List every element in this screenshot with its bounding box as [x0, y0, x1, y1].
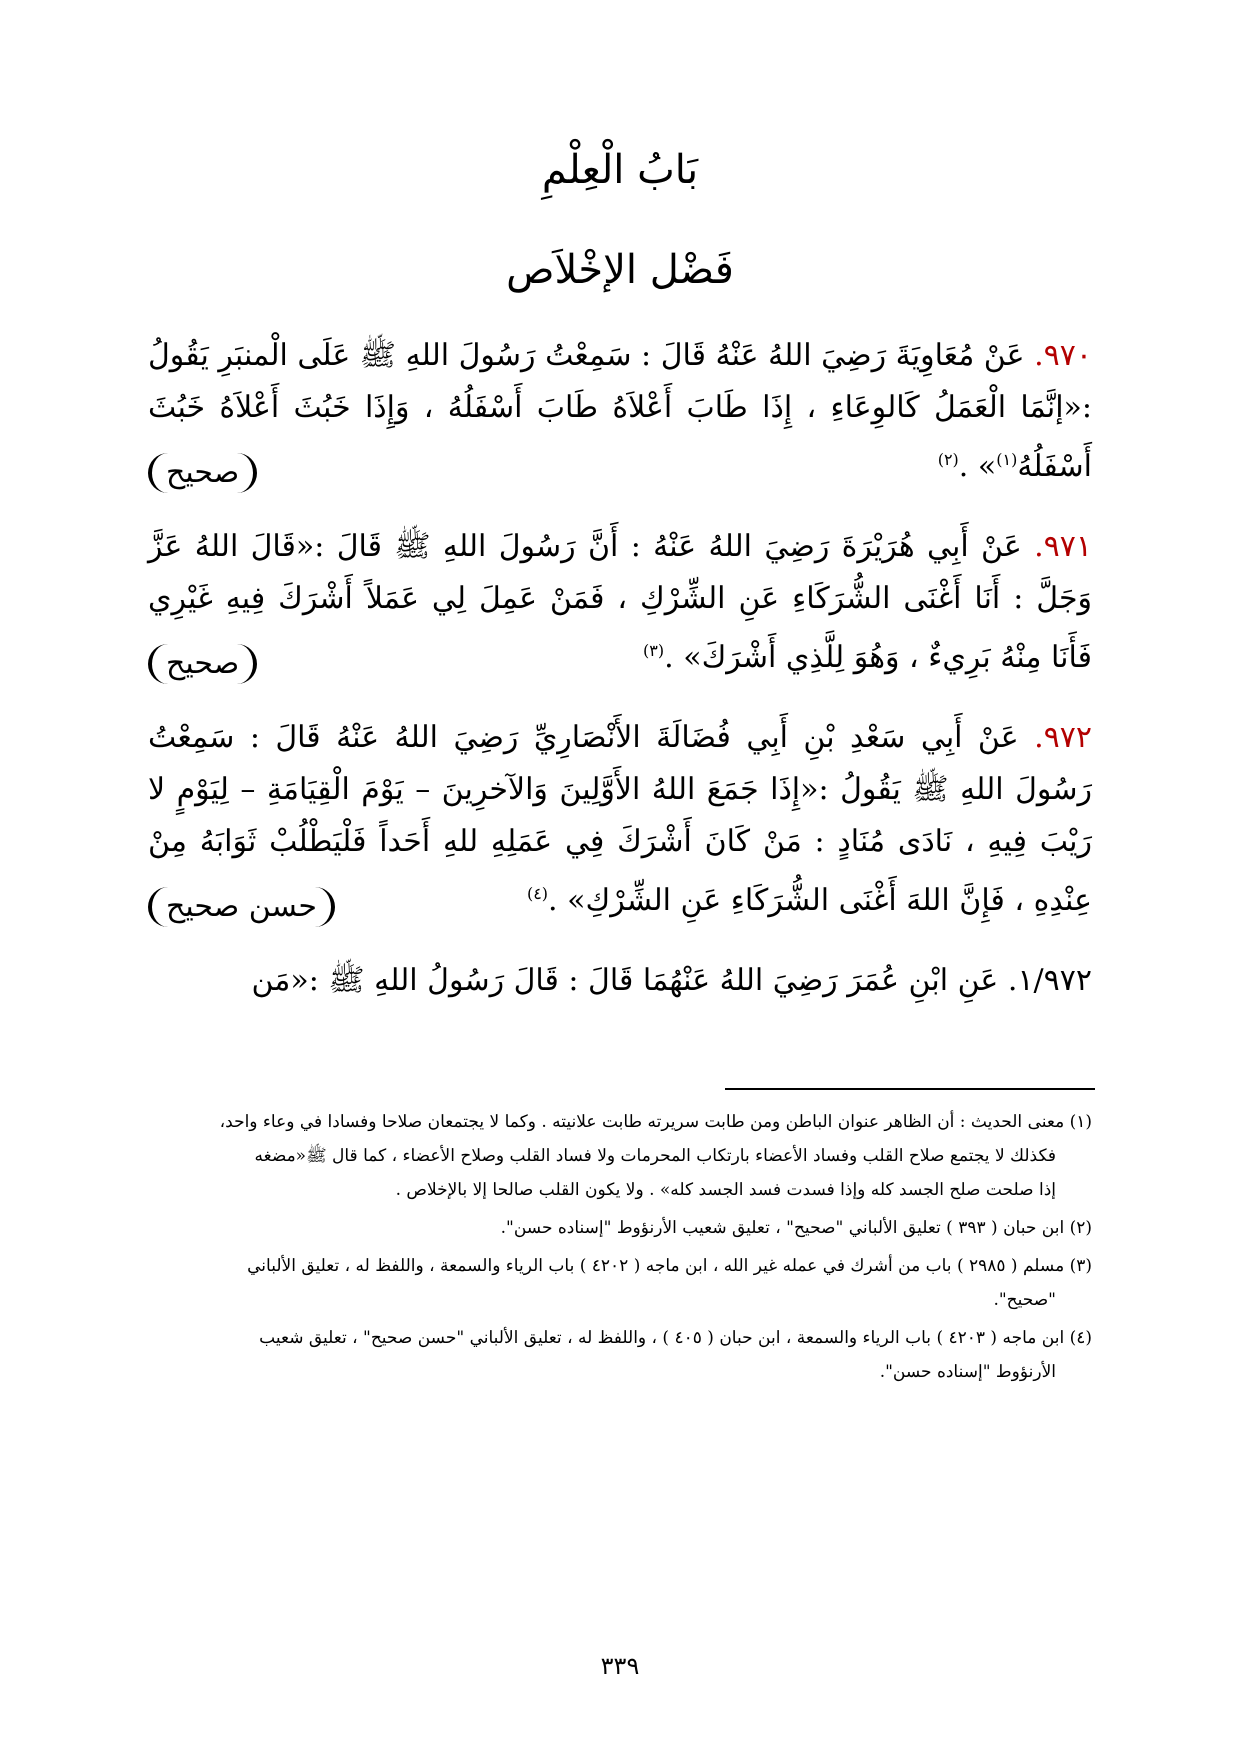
footnote-ref[interactable]: (٣) [643, 641, 665, 660]
hadith-text: عَنْ مُعَاوِيَةَ رَضِيَ اللهُ عَنْهُ قَالَ : سَمِعْتُ رَسُولَ اللهِ ﷺ عَلَى الْمنبَرِ يَقُولُ :«إنَّمَا الْعَمَلُ كَالوِعَاءِ ، إِذَا طَابَ أَعْلاَهُ طَابَ أَسْفَلُهُ ، وَإِذَا خَبُثَ أَعْلاَهُ خَبُثَ أَسْفَلُهُ [148, 338, 1092, 484]
grade-badge: حسن صحيح [148, 887, 335, 927]
footnote-text: ابن حبان ( ٣٩٣ ) تعليق الألباني "صحيح" ، تعليق شعيب الأرنؤوط "إسناده حسن". [500, 1218, 1065, 1238]
footnote-divider [725, 1088, 1095, 1090]
hadith-970 [148, 330, 1092, 493]
footnote-1 [148, 1105, 1092, 1207]
footnote-3 [148, 1249, 1092, 1317]
footnote-text: إذا صلحت صلح الجسد كله وإذا فسدت فسد الجسد كله» . ولا يكون القلب صالحا إلا بالإخلاص . [395, 1180, 1056, 1200]
footnote-text: ابن ماجه ( ٤٢٠٣ ) باب الرياء والسمعة ، ابن حبان ( ٤٠٥ ) ، واللفظ له ، تعليق الألباني "حسن صحيح" ، تعليق شعيب [259, 1328, 1065, 1348]
hadith-972-1 [148, 955, 1092, 1007]
footnote-marker: (١) [1069, 1112, 1092, 1132]
footnote-ref[interactable]: (٤) [526, 884, 549, 903]
footnote-marker: (٣) [1069, 1256, 1092, 1276]
footnotes [148, 1105, 1092, 1393]
footnote-text: فكذلك لا يجتمع صلاح القلب وفساد الأعضاء بارتكاب المحرمات ولا فساد القلب وصلاح الأعضاء ، كما قال ﷺ«مضغه [254, 1146, 1056, 1166]
grade-badge: صحيح [148, 644, 257, 684]
footnote-marker: (٢) [1069, 1218, 1092, 1238]
footnote-text: الأرنؤوط "إسناده حسن". [879, 1362, 1056, 1382]
chapter-title: بَابُ الْعِلْمِ [541, 147, 699, 193]
page-header [0, 140, 1240, 300]
footnote-text: "صحيح". [993, 1290, 1056, 1310]
footnote-text: معنى الحديث : أن الظاهر عنوان الباطن ومن طابت سريرته طابت علانيته . وكما لا يجتمعان صلاحا وفسادا في وعاء واحد، [219, 1112, 1065, 1132]
section-title: فَضْل الإخْلاَص [506, 247, 734, 293]
hadith-number: ١/٩٧٢. [1007, 963, 1092, 998]
hadith-list [148, 330, 1092, 1035]
hadith-972 [148, 712, 1092, 927]
footnote-ref[interactable]: (١) [996, 450, 1018, 469]
footnote-4 [148, 1321, 1092, 1389]
footnote-text: مسلم ( ٢٩٨٥ ) باب من أشرك في عمله غير الله ، ابن ماجه ( ٤٢٠٢ ) باب الرياء والسمعة ، واللفظ له ، تعليق الألباني [247, 1256, 1065, 1276]
hadith-text: عَنْ أَبِي هُرَيْرَةَ رَضِيَ اللهُ عَنْهُ : أَنَّ رَسُولَ اللهِ ﷺ قَالَ :«قَالَ اللهُ عَزَّ وَجَلَّ : أَنَا أَغْنَى الشُّرَكَاءِ عَنِ الشِّرْكِ ، فَمَنْ عَمِلَ لِي عَمَلاً أَشْرَكَ فِيهِ غَيْرِي فَأَنَا مِنْهُ بَرِيءٌ ، وَهُوَ لِلَّذِي أَشْرَكَ» . [148, 529, 1092, 675]
hadith-number: ٩٧٢. [1034, 720, 1092, 755]
hadith-text: عَنِ ابْنِ عُمَرَ رَضِيَ اللهُ عَنْهُمَا قَالَ : قَالَ رَسُولُ اللهِ ﷺ :«مَن [251, 963, 999, 998]
hadith-number: ٩٧٠. [1034, 338, 1092, 373]
grade-badge: صحيح [148, 453, 257, 493]
footnote-marker: (٤) [1069, 1328, 1092, 1348]
hadith-text: عَنْ أَبِي سَعْدِ بْنِ أَبِي فُضَالَةَ الأَنْصَارِيِّ رَضِيَ اللهُ عَنْهُ قَالَ : سَمِعْتُ رَسُولَ اللهِ ﷺ يَقُولُ :«إِذَا جَمَعَ اللهُ الأَوَّلِينَ وَالآخرِينَ – يَوْمَ الْقِيَامَةِ – لِيَوْمٍ لا رَيْبَ فِيهِ ، نَادَى مُنَادٍ : مَنْ كَانَ أَشْرَكَ فِي عَمَلِهِ للهِ أَحَداً فَلْيَطْلُبْ ثَوَابَهُ مِنْ عِنْدِهِ ، فَإِنَّ اللهَ أَغْنَى الشُّرَكَاءِ عَنِ الشِّرْكِ» . [148, 720, 1092, 918]
hadith-number: ٩٧١. [1034, 529, 1092, 564]
footnote-2 [148, 1211, 1092, 1245]
page-number: ٣٣٩ [600, 1652, 640, 1680]
hadith-closing: » . [958, 449, 997, 484]
footnote-ref[interactable]: (٢) [937, 450, 959, 469]
hadith-971 [148, 521, 1092, 684]
